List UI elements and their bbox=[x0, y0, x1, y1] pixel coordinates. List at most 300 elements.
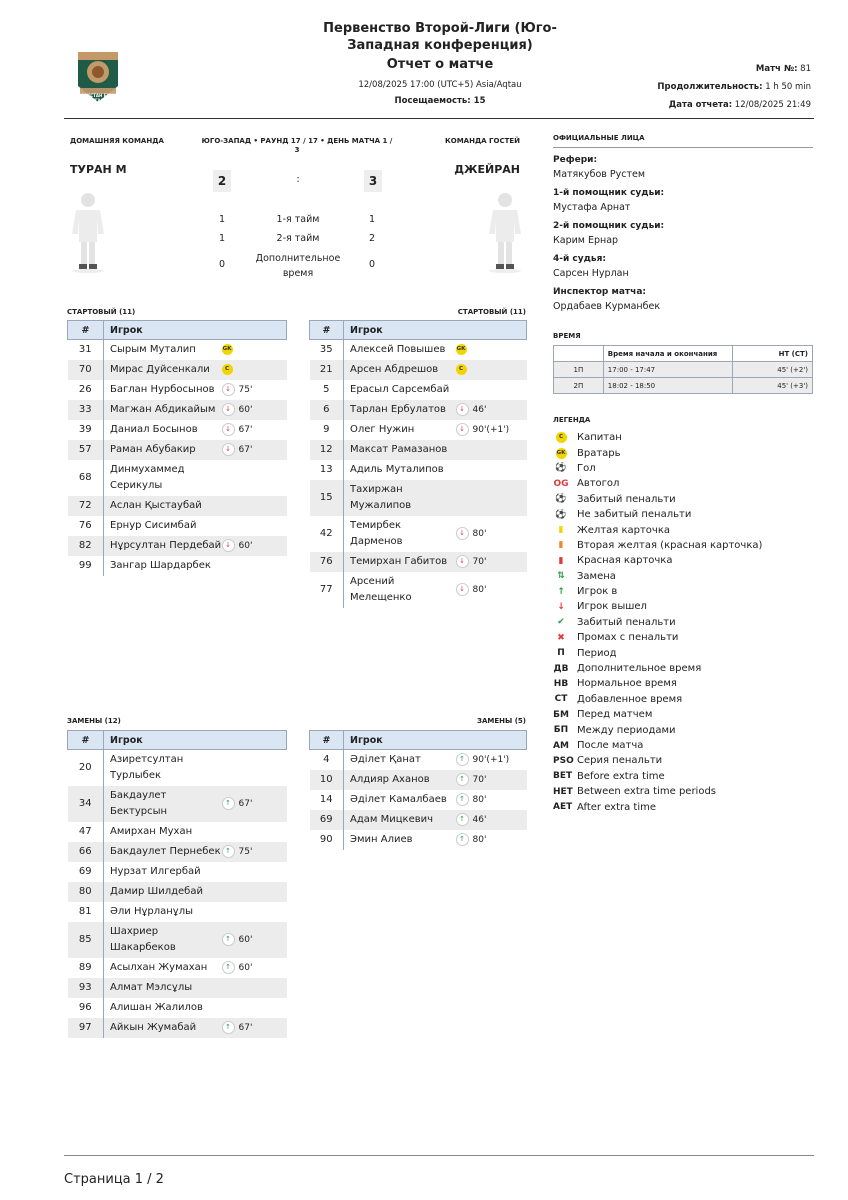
substitution-minute: 60' bbox=[238, 935, 253, 945]
legend-item bbox=[553, 599, 813, 614]
player-in-icon: ↑ bbox=[456, 813, 469, 826]
player-silhouette-icon bbox=[487, 190, 523, 274]
legend-item bbox=[553, 569, 813, 584]
substitution-minute: 90'(+1') bbox=[472, 755, 510, 765]
player-number: 93 bbox=[68, 978, 104, 998]
player-number: 82 bbox=[68, 536, 104, 556]
player-row bbox=[68, 340, 287, 361]
legend-icon: ⇅ bbox=[557, 571, 565, 582]
player-row bbox=[68, 978, 287, 998]
player-cell bbox=[104, 440, 222, 460]
legend-icon: ⚽ bbox=[555, 509, 567, 520]
player-number: 72 bbox=[68, 496, 104, 516]
player-cell bbox=[104, 400, 222, 420]
legend-item bbox=[553, 738, 813, 753]
legend-icon: ▮ bbox=[558, 525, 564, 536]
player-out-icon: ↓ bbox=[222, 423, 235, 436]
player-name: Алексей Повышев bbox=[350, 344, 446, 355]
away-starting-table bbox=[309, 320, 526, 608]
timing-period: 2П bbox=[554, 378, 604, 394]
legend-item bbox=[553, 676, 813, 691]
player-name: Адам Мицкевич bbox=[350, 814, 434, 825]
player-event bbox=[456, 790, 527, 810]
col-number: # bbox=[68, 321, 104, 340]
player-row bbox=[310, 810, 527, 830]
player-row bbox=[68, 998, 287, 1018]
player-event bbox=[456, 830, 527, 850]
player-event bbox=[222, 862, 287, 882]
player-event bbox=[222, 420, 287, 440]
col-number: # bbox=[310, 321, 344, 340]
player-row bbox=[68, 400, 287, 420]
page-number: Страница 1 / 2 bbox=[64, 1172, 164, 1187]
player-cell bbox=[344, 360, 456, 380]
period-away-score: 2 bbox=[368, 233, 376, 244]
legend-label: Желтая карточка bbox=[577, 524, 670, 536]
player-row bbox=[68, 882, 287, 902]
player-cell bbox=[104, 556, 222, 576]
player-row bbox=[310, 480, 527, 516]
legend-icon bbox=[553, 432, 569, 443]
legend-icon: СТ bbox=[554, 694, 568, 705]
legend-item bbox=[553, 445, 813, 460]
player-event bbox=[222, 440, 287, 460]
player-cell bbox=[344, 380, 456, 400]
player-name: Асылхан Жумахан bbox=[110, 962, 208, 973]
substitution-minute: 67' bbox=[238, 425, 253, 435]
player-cell bbox=[104, 420, 222, 440]
legend-label: Игрок вышел bbox=[577, 601, 647, 613]
player-cell bbox=[104, 786, 222, 822]
player-name: Арсений Мелещенко bbox=[350, 576, 412, 603]
timing-ht: 45' (+2') bbox=[733, 362, 813, 378]
away-team-name: ДЖЕЙРАН bbox=[454, 163, 520, 176]
timing-period: 1П bbox=[554, 362, 604, 378]
legend-label: Капитан bbox=[577, 432, 622, 444]
player-event bbox=[456, 552, 527, 572]
legend-item bbox=[553, 645, 813, 660]
player-row bbox=[310, 770, 527, 790]
player-event bbox=[222, 922, 287, 958]
legend-item bbox=[553, 769, 813, 784]
legend-label: Нормальное время bbox=[577, 678, 677, 690]
player-number: 47 bbox=[68, 822, 104, 842]
player-number: 81 bbox=[68, 902, 104, 922]
player-row bbox=[310, 516, 527, 552]
player-cell bbox=[344, 810, 456, 830]
player-number: 4 bbox=[310, 750, 344, 771]
player-number: 20 bbox=[68, 750, 104, 787]
player-event bbox=[222, 400, 287, 420]
player-event bbox=[222, 496, 287, 516]
player-name: Бакдаулет Бектурсын bbox=[110, 790, 168, 817]
player-cell bbox=[104, 340, 222, 361]
player-number: 15 bbox=[310, 480, 344, 516]
player-out-icon: ↓ bbox=[222, 539, 235, 552]
match-number-label: Матч №: bbox=[755, 64, 798, 74]
substitution-minute: 70' bbox=[472, 775, 487, 785]
legend-label: Игрок в bbox=[577, 586, 618, 598]
legend-label: Гол bbox=[577, 462, 596, 474]
player-row bbox=[310, 830, 527, 850]
player-row bbox=[68, 536, 287, 556]
officials-divider bbox=[553, 147, 813, 148]
player-cell bbox=[344, 516, 456, 552]
header-divider bbox=[64, 118, 814, 119]
player-event bbox=[456, 770, 527, 790]
legend-label: Не забитый пенальти bbox=[577, 509, 692, 521]
substitution-minute: 60' bbox=[238, 963, 253, 973]
legend-item bbox=[553, 538, 813, 553]
player-number: 57 bbox=[68, 440, 104, 460]
player-in-icon: ↑ bbox=[456, 833, 469, 846]
home-subs-title: ЗАМЕНЫ (12) bbox=[67, 717, 121, 725]
official-role: Рефери: bbox=[553, 155, 598, 165]
player-number: 13 bbox=[310, 460, 344, 480]
player-cell bbox=[104, 380, 222, 400]
player-cell bbox=[344, 770, 456, 790]
player-row bbox=[68, 516, 287, 536]
player-name: Ерасыл Сарсембай bbox=[350, 384, 450, 395]
official-role: 1-й помощник судьи: bbox=[553, 188, 665, 198]
player-number: 9 bbox=[310, 420, 344, 440]
period-away-score: 0 bbox=[368, 259, 376, 270]
timing-time: 18:02 - 18:50 bbox=[603, 378, 733, 394]
attendance: Посещаемость: 15 bbox=[394, 96, 486, 106]
player-rows bbox=[310, 340, 527, 609]
player-row bbox=[68, 822, 287, 842]
player-number: 85 bbox=[68, 922, 104, 958]
legend-badge-icon: GK bbox=[556, 448, 567, 459]
legend-label: Период bbox=[577, 647, 617, 659]
legend-icon: HET bbox=[553, 786, 573, 797]
legend-item bbox=[553, 492, 813, 507]
away-player-silhouette bbox=[487, 190, 523, 278]
legend-label: Between extra time periods bbox=[577, 786, 717, 798]
player-row bbox=[310, 572, 527, 608]
home-starting-title: СТАРТОВЫЙ (11) bbox=[67, 308, 136, 316]
legend-item bbox=[553, 584, 813, 599]
away-starting-title: СТАРТОВЫЙ (11) bbox=[457, 308, 526, 316]
player-cell bbox=[344, 750, 456, 771]
legend-icon: БМ bbox=[553, 709, 569, 720]
substitution-minute: 67' bbox=[238, 799, 253, 809]
player-event bbox=[222, 998, 287, 1018]
legend-label: Before extra time bbox=[577, 770, 665, 782]
player-name: Әділет Қанат bbox=[350, 754, 421, 765]
player-cell bbox=[344, 790, 456, 810]
legend-label: Красная карточка bbox=[577, 555, 673, 567]
player-event bbox=[222, 460, 287, 496]
player-number: 21 bbox=[310, 360, 344, 380]
round-info: ЮГО-ЗАПАД • РАУНД 17 / 17 • ДЕНЬ МАТЧА 1 / 3 bbox=[201, 137, 393, 154]
col-player: Игрок bbox=[104, 731, 287, 750]
player-event bbox=[222, 902, 287, 922]
player-cell bbox=[344, 552, 456, 572]
player-row bbox=[310, 750, 527, 771]
period-home-score: 1 bbox=[218, 233, 226, 244]
competition-title: Первенство Второй-Лиги (Юго-Западная конференция) bbox=[323, 21, 557, 53]
legend-item bbox=[553, 799, 813, 814]
official-role: 4-й судья: bbox=[553, 254, 606, 264]
period-home-score: 1 bbox=[218, 214, 226, 225]
footer-divider bbox=[64, 1155, 814, 1156]
player-cell bbox=[104, 882, 222, 902]
player-out-icon: ↓ bbox=[222, 383, 235, 396]
player-name: Ернур Сисимбай bbox=[110, 520, 197, 531]
substitution-minute: 46' bbox=[472, 405, 487, 415]
legend-label: Забитый пенальти bbox=[577, 493, 676, 505]
substitution-minute: 67' bbox=[238, 1023, 253, 1033]
player-row bbox=[310, 552, 527, 572]
legend-item bbox=[553, 722, 813, 737]
player-number: 69 bbox=[68, 862, 104, 882]
player-name: Тахиржан Мужалипов bbox=[350, 484, 412, 511]
col-player: Игрок bbox=[104, 321, 287, 340]
player-row bbox=[310, 360, 527, 380]
away-label: КОМАНДА ГОСТЕЙ bbox=[445, 137, 520, 145]
player-row bbox=[68, 862, 287, 882]
player-name: Нұрсултан Пердебай bbox=[110, 540, 222, 551]
player-name: Арсен Абдрешов bbox=[350, 364, 439, 375]
player-number: 14 bbox=[310, 790, 344, 810]
player-in-icon: ↑ bbox=[456, 773, 469, 786]
report-date bbox=[511, 100, 811, 110]
player-row bbox=[68, 750, 287, 787]
player-event bbox=[222, 380, 287, 400]
player-name: Динмухаммед Серикулы bbox=[110, 464, 185, 491]
player-cell bbox=[344, 440, 456, 460]
legend-icon: ⚽ bbox=[555, 463, 567, 474]
player-row bbox=[68, 786, 287, 822]
player-name: Аслан Қыстаубай bbox=[110, 500, 202, 511]
timing-col-time: Время начала и окончания bbox=[603, 346, 733, 362]
home-label: ДОМАШНЯЯ КОМАНДА bbox=[70, 137, 164, 145]
substitution-minute: 60' bbox=[238, 405, 253, 415]
player-name: Алмат Мэлсұлы bbox=[110, 982, 193, 993]
player-out-icon: ↓ bbox=[222, 443, 235, 456]
report-title: Отчет о матче bbox=[386, 57, 494, 72]
col-number: # bbox=[68, 731, 104, 750]
legend-icon: ↓ bbox=[557, 601, 565, 612]
player-cell bbox=[104, 1018, 222, 1038]
official-role: 2-й помощник судьи: bbox=[553, 221, 665, 231]
player-in-icon: ↑ bbox=[222, 1021, 235, 1034]
player-name: Бакдаулет Пернебек bbox=[110, 846, 221, 857]
match-number-value: 81 bbox=[800, 64, 811, 74]
legend-item bbox=[553, 661, 813, 676]
legend-item bbox=[553, 430, 813, 445]
substitution-minute: 80' bbox=[472, 835, 487, 845]
legend-item bbox=[553, 476, 813, 491]
player-event bbox=[222, 786, 287, 822]
legend-icon: П bbox=[557, 648, 565, 659]
player-name: Алдияр Аханов bbox=[350, 774, 430, 785]
player-cell bbox=[104, 842, 222, 862]
player-cell bbox=[344, 460, 456, 480]
player-name: Эмин Алиев bbox=[350, 834, 413, 845]
player-cell bbox=[104, 750, 222, 787]
player-number: 69 bbox=[310, 810, 344, 830]
report-date-label: Дата отчета: bbox=[668, 100, 733, 110]
substitution-minute: 80' bbox=[472, 585, 487, 595]
player-cell bbox=[344, 830, 456, 850]
player-row bbox=[68, 922, 287, 958]
player-event bbox=[222, 556, 287, 576]
home-team-name: ТУРАН М bbox=[70, 163, 127, 176]
player-number: 34 bbox=[68, 786, 104, 822]
match-duration bbox=[511, 82, 811, 92]
player-number: 35 bbox=[310, 340, 344, 361]
player-cell bbox=[104, 536, 222, 556]
player-cell bbox=[104, 998, 222, 1018]
legend-item bbox=[553, 553, 813, 568]
player-cell bbox=[104, 958, 222, 978]
player-rows bbox=[68, 750, 287, 1039]
substitution-minute: 70' bbox=[472, 557, 487, 567]
player-name: Темирбек Дарменов bbox=[350, 520, 403, 547]
player-in-icon: ↑ bbox=[222, 961, 235, 974]
player-event bbox=[456, 480, 527, 516]
legend-icon: AET bbox=[553, 802, 573, 813]
legend-icon: БП bbox=[553, 725, 569, 736]
legend-icon: ▮ bbox=[558, 555, 564, 566]
player-row bbox=[310, 440, 527, 460]
legend-label: Добавленное время bbox=[577, 693, 683, 705]
away-score: 3 bbox=[364, 170, 382, 192]
player-event bbox=[456, 380, 527, 400]
legend-label: Дополнительное время bbox=[577, 663, 702, 675]
match-datetime: 12/08/2025 17:00 (UTC+5) Asia/Aqtau bbox=[358, 80, 522, 90]
legend-label: Промах с пенальти bbox=[577, 632, 679, 644]
official-name: Матякубов Рустем bbox=[553, 169, 646, 180]
goalkeeper-badge-icon: GK bbox=[222, 344, 233, 355]
substitution-minute: 90'(+1') bbox=[472, 425, 510, 435]
legend-icon: OG bbox=[553, 478, 569, 489]
player-event bbox=[222, 360, 287, 380]
player-out-icon: ↓ bbox=[222, 403, 235, 416]
away-subs-table bbox=[309, 730, 526, 850]
legend-label: Забитый пенальти bbox=[577, 616, 676, 628]
player-cell bbox=[344, 480, 456, 516]
player-out-icon: ↓ bbox=[456, 583, 469, 596]
legend-item bbox=[553, 461, 813, 476]
player-name: Магжан Абдикайым bbox=[110, 404, 216, 415]
player-row bbox=[310, 400, 527, 420]
legend-icon: ✖ bbox=[557, 632, 565, 643]
player-cell bbox=[104, 460, 222, 496]
player-name: Дамир Шилдебай bbox=[110, 886, 203, 897]
player-cell bbox=[344, 340, 456, 361]
legend-item bbox=[553, 784, 813, 799]
player-number: 68 bbox=[68, 460, 104, 496]
official-role: Инспектор матча: bbox=[553, 287, 646, 297]
timing-time: 17:00 - 17:47 bbox=[603, 362, 733, 378]
col-player: Игрок bbox=[344, 731, 527, 750]
player-number: 6 bbox=[310, 400, 344, 420]
legend-item bbox=[553, 692, 813, 707]
legend-label: Вратарь bbox=[577, 447, 621, 459]
player-row bbox=[68, 902, 287, 922]
legend-item bbox=[553, 507, 813, 522]
player-number: 96 bbox=[68, 998, 104, 1018]
timing-col-period bbox=[554, 346, 604, 362]
player-event bbox=[456, 460, 527, 480]
player-row bbox=[68, 420, 287, 440]
legend-label: Серия пенальти bbox=[577, 755, 663, 767]
legend-list bbox=[553, 430, 813, 815]
player-name: Айкын Жумабай bbox=[110, 1022, 197, 1033]
player-name: Алишан Жалилов bbox=[110, 1002, 203, 1013]
legend-icon: ▮ bbox=[558, 540, 564, 551]
player-row bbox=[68, 842, 287, 862]
player-name: Амирхан Мухан bbox=[110, 826, 193, 837]
player-in-icon: ↑ bbox=[222, 797, 235, 810]
player-name: Шахриер Шакарбеков bbox=[110, 926, 176, 953]
player-rows bbox=[310, 750, 527, 851]
legend-label: После матча bbox=[577, 740, 644, 751]
player-event bbox=[222, 842, 287, 862]
player-number: 76 bbox=[68, 516, 104, 536]
player-cell bbox=[104, 516, 222, 536]
player-cell bbox=[104, 922, 222, 958]
match-number bbox=[511, 64, 811, 74]
player-row bbox=[310, 460, 527, 480]
legend-badge-icon: C bbox=[556, 432, 567, 443]
away-subs-title: ЗАМЕНЫ (5) bbox=[477, 717, 526, 725]
player-number: 10 bbox=[310, 770, 344, 790]
player-in-icon: ↑ bbox=[456, 753, 469, 766]
player-row bbox=[68, 958, 287, 978]
legend-label: Между периодами bbox=[577, 724, 676, 736]
legend-label: Перед матчем bbox=[577, 709, 653, 721]
legend-icon: АМ bbox=[553, 740, 569, 751]
player-event bbox=[456, 750, 527, 771]
period-label: Дополнительное время bbox=[255, 253, 341, 279]
substitution-minute: 75' bbox=[238, 385, 253, 395]
player-in-icon: ↑ bbox=[222, 933, 235, 946]
legend-icon: ✔ bbox=[557, 617, 565, 628]
player-name: Даниал Босынов bbox=[110, 424, 198, 435]
player-event bbox=[456, 440, 527, 460]
legend-label: Вторая желтая (красная карточка) bbox=[577, 539, 763, 551]
player-number: 42 bbox=[310, 516, 344, 552]
player-event bbox=[222, 516, 287, 536]
player-event bbox=[456, 340, 527, 361]
legend-item bbox=[553, 522, 813, 537]
period-home-score: 0 bbox=[218, 259, 226, 270]
goalkeeper-badge-icon: GK bbox=[456, 344, 467, 355]
legend-item bbox=[553, 753, 813, 768]
player-row bbox=[310, 380, 527, 400]
player-number: 33 bbox=[68, 400, 104, 420]
player-number: 31 bbox=[68, 340, 104, 361]
legend-label: Замена bbox=[577, 570, 616, 582]
player-number: 97 bbox=[68, 1018, 104, 1038]
player-cell bbox=[344, 420, 456, 440]
home-player-silhouette bbox=[70, 190, 106, 278]
home-starting-table bbox=[67, 320, 286, 576]
player-out-icon: ↓ bbox=[456, 555, 469, 568]
report-date-value: 12/08/2025 21:49 bbox=[734, 100, 811, 110]
player-cell bbox=[104, 978, 222, 998]
player-event bbox=[222, 978, 287, 998]
official-name: Сарсен Нурлан bbox=[553, 268, 629, 279]
legend-icon bbox=[553, 448, 569, 459]
player-event bbox=[456, 400, 527, 420]
player-cell bbox=[104, 902, 222, 922]
player-silhouette-icon bbox=[70, 190, 106, 274]
